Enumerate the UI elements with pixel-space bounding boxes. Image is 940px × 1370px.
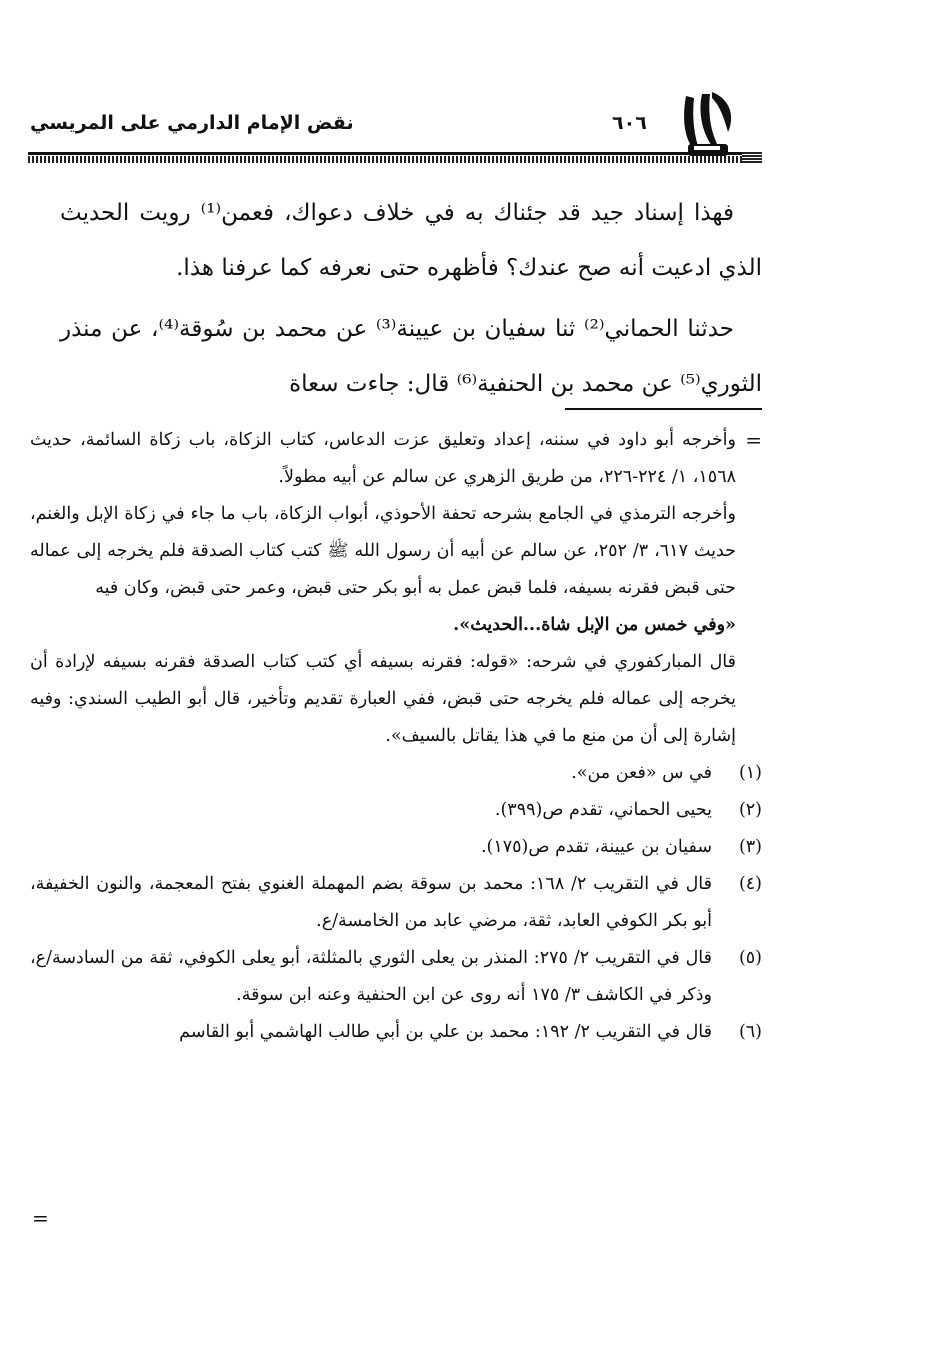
main-paragraph: فهذا إسناد جيد قد جئناك به في خلاف دعواك، فعمن⁽¹⁾ رويت الحديث الذي ادعيت أنه صح عندك؟ فأظهره حتى نعرفه كما عرفنا هذا.	[60, 200, 762, 281]
footnote-number: (١)	[738, 763, 762, 783]
page-number: ٦٠٦	[612, 112, 647, 134]
footnote-number: (٣)	[738, 837, 762, 857]
footnote-item	[30, 792, 762, 829]
footnote-text: قال في التقريب ٢/ ٢٧٥: المنذر بن يعلى الثوري بالمثلثة، أبو يعلى الكوفي، ثقة من السادسة/ع، وذكر في الكاشف ٣/ ١٧٥ أنه روى عن ابن الحنفية وعنه ابن سوقة.	[30, 948, 712, 1005]
footnote-text: قال في التقريب ٢/ ١٩٢: محمد بن علي بن أبي طالب الهاشمي أبو القاسم	[179, 1022, 712, 1042]
footnote-number: (٦)	[738, 1022, 762, 1042]
footnotes-area	[30, 422, 762, 1051]
footnote-item	[30, 755, 762, 792]
footnote-text: سفيان بن عيينة، تقدم ص(١٧٥).	[480, 837, 712, 857]
footnote-item	[30, 829, 762, 866]
footnote-number: (٢)	[738, 800, 762, 820]
continued-footnote	[30, 422, 762, 755]
footnote-number: (٥)	[738, 948, 762, 968]
continuation-marker: =	[745, 428, 762, 452]
footnote-item	[30, 940, 762, 1014]
footnote-paragraph: قال المباركفوري في شرحه: «قوله: فقرنه بسيفه أي كتب كتاب الصدقة فقرنه بسيفه لإرادة أن يخرجه إلى عماله فلم يخرجه حتى قبض، ففي العبارة تقديم وتأخير، قال أبو الطيب السندي: وفيه إشارة إلى أن من منع ما في هذا يقاتل بالسيف».	[30, 652, 736, 746]
footnote-number: (٤)	[738, 874, 762, 894]
footnote-item	[30, 866, 762, 940]
footnote-text: قال في التقريب ٢/ ١٦٨: محمد بن سوقة بضم المهملة الغنوي بفتح المعجمة، والنون الخفيفة، أبو بكر الكوفي العابد، ثقة، مرضي عابد من الخامسة/ع.	[30, 874, 712, 931]
footnote-text: في س «فعن من».	[571, 763, 712, 783]
book-title: نقض الإمام الدارمي على المريسي	[30, 112, 354, 134]
header-rule	[28, 152, 760, 155]
footnote-paragraph: وأخرجه الترمذي في الجامع بشرحه تحفة الأحوذي، أبواب الزكاة، باب ما جاء في زكاة الإبل والغنم، حديث ٦١٧، ٣/ ٢٥٢، عن سالم عن أبيه أن رسول الله ﷺ كتب كتاب الصدقة فلم يخرجه إلى عماله حتى قبض فقرنه بسيفه، فلما قبض عمل به أبو بكر حتى قبض، وعمر حتى قبض، وكان فيه	[30, 504, 736, 598]
footnote-separator	[565, 408, 762, 410]
footnote-item	[30, 1014, 762, 1051]
main-text	[60, 180, 762, 412]
hadith-quote: «وفي خمس من الإبل شاة...الحديث».	[453, 615, 736, 635]
footnote-paragraph: وأخرجه أبو داود في سننه، إعداد وتعليق عزت الدعاس، كتاب الزكاة، باب زكاة السائمة، حديث ١٥٦٨، ١/ ٢٢٤-٢٢٦، من طريق الزهري عن سالم عن أبيه مطولاً.	[30, 430, 736, 487]
main-paragraph: حدثنا الحماني⁽²⁾ ثنا سفيان بن عيينة⁽³⁾ عن محمد بن سُوقة⁽⁴⁾، عن منذر الثوري⁽⁵⁾ عن محمد بن الحنفية⁽⁶⁾ قال: جاءت سعاة	[60, 316, 762, 397]
footnote-text: يحيى الحماني، تقدم ص(٣٩٩).	[494, 800, 712, 820]
header-ornament-block	[742, 152, 762, 163]
header-ornament-rule	[28, 156, 760, 163]
continues-next-page-marker: =	[32, 1206, 49, 1230]
quill-inkwell-ornament-icon	[672, 88, 742, 160]
